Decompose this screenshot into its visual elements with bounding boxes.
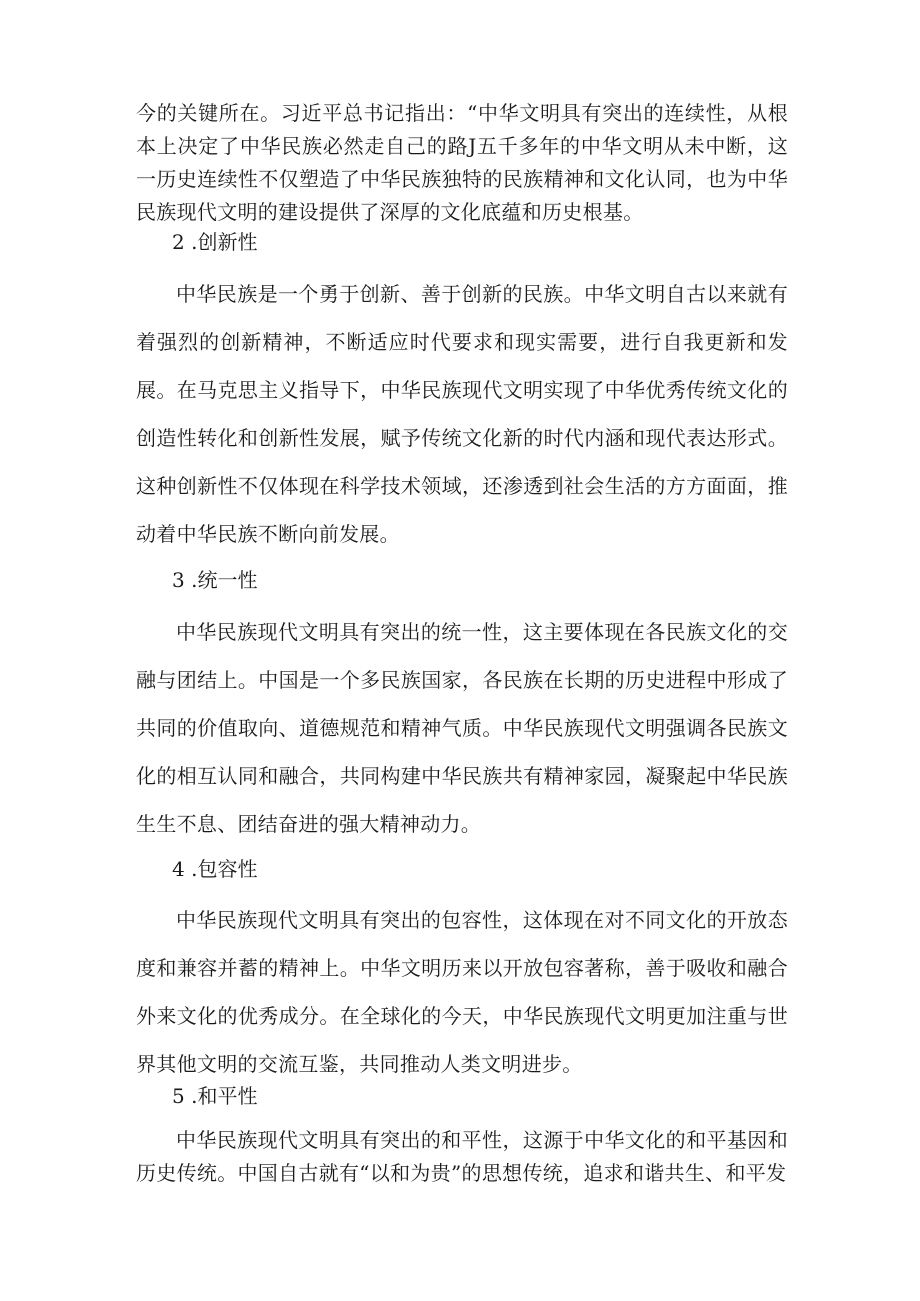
heading-unity: 3 .统一性 xyxy=(172,568,258,592)
paragraph-inclusiveness: 中华民族现代文明具有突出的包容性，这体现在对不同文化的开放态度和兼容并蓄的精神上。中华文明历来以开放包容著称，善于吸收和融合外来文化的优秀成分。在全球化的今天，中华民族现代文明更加注重与世界其他文明的交流互鉴，共同推动人类文明进步。 xyxy=(136,908,788,1076)
paragraph-peace: 中华民族现代文明具有突出的和平性，这源于中华文化的和平基因和历史传统。中国自古就有“以和为贵”的思想传统，追求和谐共生、和平发 xyxy=(136,1128,788,1185)
paragraph-continuity: 今的关键所在。习近平总书记指出：“中华文明具有突出的连续性，从根本上决定了中华民族必然走自己的路J五千多年的中华文明从未中断，这一历史连续性不仅塑造了中华民族独特的民族精神和文化认同，也为中华民族现代文明的建设提供了深厚的文化底蕴和历史根基。 xyxy=(136,101,788,224)
paragraph-unity: 中华民族现代文明具有突出的统一性，这主要体现在各民族文化的交融与团结上。中国是一个多民族国家，各民族在长期的历史进程中形成了共同的价值取向、道德规范和精神气质。中华民族现代文明强调各民族文化的相互认同和融合，共同构建中华民族共有精神家园，凝聚起中华民族生生不息、团结奋进的强大精神动力。 xyxy=(136,620,788,836)
heading-peace: 5 .和平性 xyxy=(172,1084,258,1108)
heading-inclusiveness: 4 .包容性 xyxy=(172,857,258,881)
heading-innovation: 2 .创新性 xyxy=(172,230,258,254)
paragraph-innovation: 中华民族是一个勇于创新、善于创新的民族。中华文明自古以来就有着强烈的创新精神，不断适应时代要求和现实需要，进行自我更新和发展。在马克思主义指导下，中华民族现代文明实现了中华优秀传统文化的创造性转化和创新性发展，赋予传统文化新的时代内涵和现代表达形式。这种创新性不仅体现在科学技术领域，还渗透到社会生活的方方面面，推动着中华民族不断向前发展。 xyxy=(136,282,788,546)
